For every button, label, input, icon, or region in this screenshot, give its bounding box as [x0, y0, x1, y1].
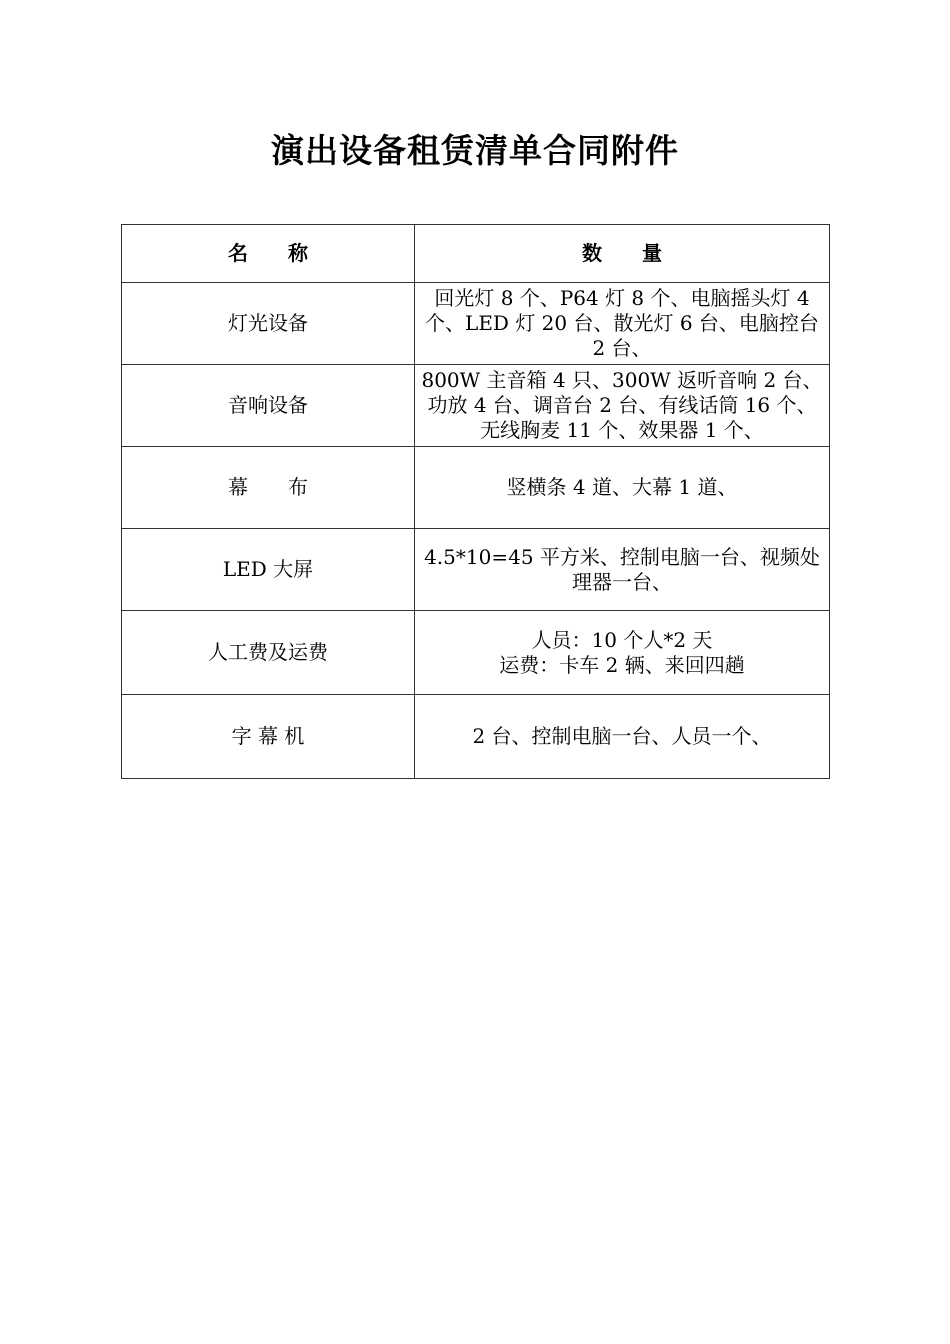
table-row: [122, 529, 830, 611]
table-row: [122, 447, 830, 529]
page-title: 演出设备租赁清单合同附件: [271, 131, 679, 170]
row-name-audio: 音响设备: [122, 365, 415, 447]
row-quantity-lighting: 回光灯 8 个、P64 灯 8 个、电脑摇头灯 4 个、LED 灯 20 台、散光灯 6 台、电脑控台 2 台、: [415, 283, 830, 365]
row-name-labor-freight: 人工费及运费: [122, 611, 415, 695]
row-quantity-curtain: 竖横条 4 道、大幕 1 道、: [415, 447, 830, 529]
row-name-curtain: 幕 布: [122, 447, 415, 529]
table-row: [122, 365, 830, 447]
row-quantity-subtitle-machine: 2 台、控制电脑一台、人员一个、: [415, 695, 830, 779]
table-row: [122, 611, 830, 695]
header-name: 名 称: [122, 225, 415, 283]
table-row: [122, 283, 830, 365]
row-name-led-screen: LED 大屏: [122, 529, 415, 611]
table-row: [122, 695, 830, 779]
table-header-row: [122, 225, 830, 283]
row-name-subtitle-machine: 字 幕 机: [122, 695, 415, 779]
row-quantity-labor-freight: [415, 611, 830, 695]
equipment-table: [121, 224, 830, 779]
quantity-line-staff: 人员：10 个人*2 天: [531, 627, 713, 652]
row-name-lighting: 灯光设备: [122, 283, 415, 365]
row-quantity-audio: 800W 主音箱 4 只、300W 返听音响 2 台、功放 4 台、调音台 2 台、有线话筒 16 个、无线胸麦 11 个、效果器 1 个、: [415, 365, 830, 447]
row-quantity-led-screen: 4.5*10=45 平方米、控制电脑一台、视频处理器一台、: [415, 529, 830, 611]
header-quantity: 数 量: [415, 225, 830, 283]
quantity-line-freight: 运费：卡车 2 辆、来回四趟: [499, 652, 745, 677]
